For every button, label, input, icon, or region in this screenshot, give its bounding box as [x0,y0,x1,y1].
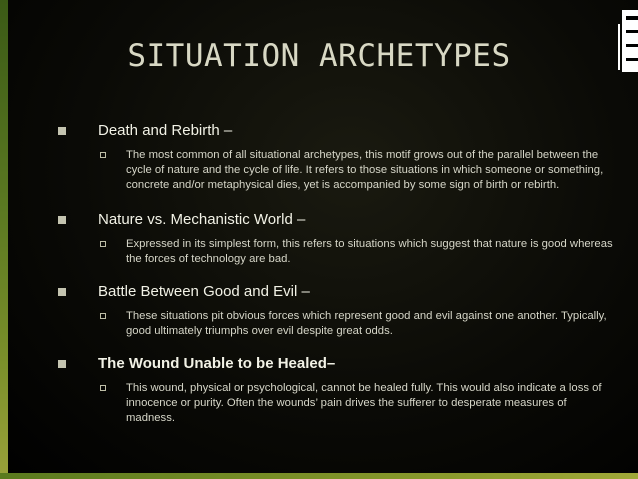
list-item [58,355,618,426]
list-item [58,122,618,193]
item-description: The most common of all situational archetypes, this motif grows out of the parallel between the cycle of nature and the cycle of life. It refers to those situations in which someone or something, concrete and/or metaphysical dies, yet is accompanied by some sign of birth or rebirth. [126,149,604,191]
bullet-list [58,122,618,442]
item-description: This wound, physical or psychological, cannot be healed fully. This would also indicate a loss of innocence or purity. Often the wounds’ pain drives the sufferer to desperate measures of madness. [126,382,602,424]
item-description: Expressed in its simplest form, this refers to situations which suggest that nature is good whereas the forces of technology are bad. [126,238,613,265]
item-description: These situations pit obvious forces which represent good and evil against one another. Typically, good ultimately triumphs over evil despite great odds. [126,310,607,337]
item-heading: Nature vs. Mechanistic World – [98,211,306,228]
square-bullet-icon [58,360,66,368]
item-heading: The Wound Unable to be Healed– [98,355,336,372]
slide-title: SITUATION ARCHETYPES [127,38,511,74]
list-item [58,283,618,339]
square-bullet-icon [58,216,66,224]
hollow-square-bullet-icon [100,313,106,319]
hollow-square-bullet-icon [100,385,106,391]
hollow-square-bullet-icon [100,241,106,247]
list-item [58,211,618,267]
bottom-accent-bar [0,473,638,479]
hollow-square-bullet-icon [100,152,106,158]
square-bullet-icon [58,288,66,296]
item-heading: Death and Rebirth – [98,122,233,139]
item-heading: Battle Between Good and Evil – [98,283,310,300]
square-bullet-icon [58,127,66,135]
